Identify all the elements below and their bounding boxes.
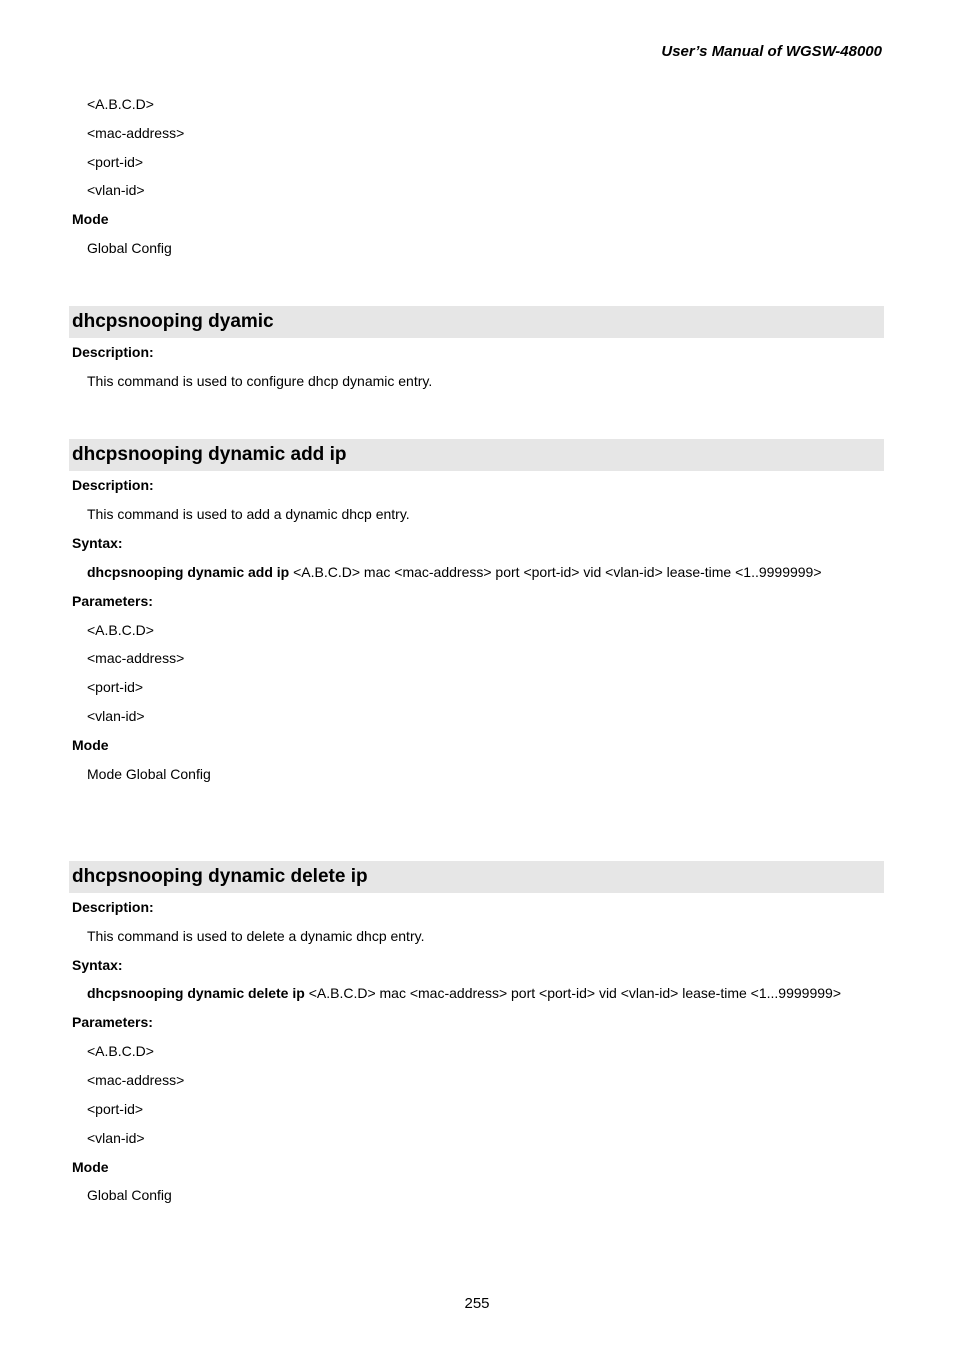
syntax-arguments: <A.B.C.D> mac <mac-address> port <port-id> vid <vlan-id> lease-time <1...9999999> — [304, 985, 841, 1001]
syntax-arguments: <A.B.C.D> mac <mac-address> port <port-id> vid <vlan-id> lease-time <1..9999999> — [289, 564, 822, 580]
param-vlan: <vlan-id> — [87, 182, 145, 198]
section-title: dhcpsnooping dynamic add ip — [72, 444, 347, 465]
mode-label: Mode — [72, 1159, 109, 1175]
description-text: This command is used to delete a dynamic dhcp entry. — [87, 928, 425, 944]
syntax-command: dhcpsnooping dynamic delete ip — [87, 985, 305, 1001]
running-header: User’s Manual of WGSW-48000 — [661, 43, 882, 60]
param-port: <port-id> — [87, 154, 144, 170]
description-label: Description: — [72, 477, 154, 493]
mode-label: Mode — [72, 737, 109, 753]
parameters-label: Parameters: — [72, 1014, 153, 1030]
mode-label: Mode — [72, 211, 109, 227]
param-mac: <mac-address> — [87, 125, 185, 141]
section-heading-bar — [69, 306, 884, 338]
param-mac: <mac-address> — [87, 650, 185, 666]
syntax-command: dhcpsnooping dynamic add ip — [87, 564, 290, 580]
description-text: This command is used to configure dhcp dynamic entry. — [87, 373, 433, 389]
description-label: Description: — [72, 344, 154, 360]
param-vlan: <vlan-id> — [87, 1130, 145, 1146]
syntax-line — [87, 564, 822, 580]
param-mac: <mac-address> — [87, 1072, 185, 1088]
parameters-label: Parameters: — [72, 593, 153, 609]
syntax-line — [87, 985, 841, 1001]
syntax-label: Syntax: — [72, 535, 123, 551]
description-text: This command is used to add a dynamic dhcp entry. — [87, 506, 410, 522]
mode-value: Global Config — [87, 240, 172, 256]
param-port: <port-id> — [87, 679, 144, 695]
description-label: Description: — [72, 899, 154, 915]
mode-value: Mode Global Config — [87, 766, 211, 782]
syntax-label: Syntax: — [72, 957, 123, 973]
page-number: 255 — [464, 1295, 490, 1312]
param-ip: <A.B.C.D> — [87, 96, 154, 112]
section-heading-bar — [69, 439, 884, 471]
section-title: dhcpsnooping dyamic — [72, 311, 274, 332]
param-vlan: <vlan-id> — [87, 708, 145, 724]
mode-value: Global Config — [87, 1187, 172, 1203]
section-title: dhcpsnooping dynamic delete ip — [72, 866, 368, 887]
section-heading-bar — [69, 861, 884, 893]
param-ip: <A.B.C.D> — [87, 1043, 154, 1059]
param-port: <port-id> — [87, 1101, 144, 1117]
param-ip: <A.B.C.D> — [87, 622, 154, 638]
